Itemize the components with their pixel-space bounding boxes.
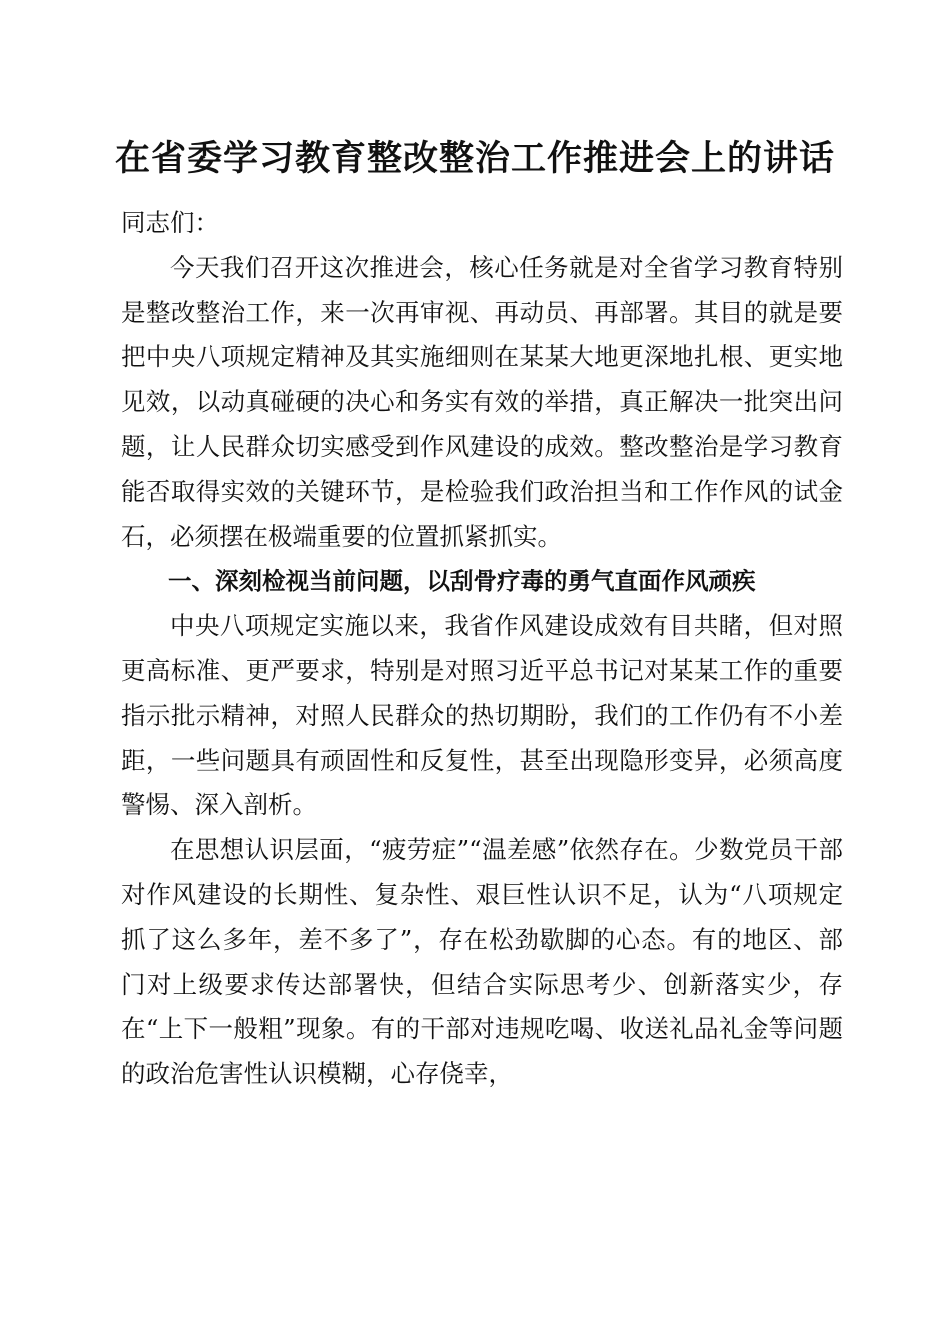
section-paragraph: 在思想认识层面，“疲劳症”“温差感”依然存在。少数党员干部对作风建设的长期性、复杂性、艰巨性认识不足，认为“八项规定抓了这么多年，差不多了”，存在松劲歇脚的心态。有的地区、部门对上级要求传达部署快，但结合实际思考少、创新落实少，存在“上下一般粗”现象。有的干部对违规吃喝、收送礼品礼金等问题的政治危害性认识模糊，心存侥幸， xyxy=(121,835,843,1089)
salutation: 同志们： xyxy=(121,208,219,237)
section-paragraph: 中央八项规定实施以来，我省作风建设成效有目共睹，但对照更高标准、更严要求，特别是对照习近平总书记对某某工作的重要指示批示精神，对照人民群众的热切期盼，我们的工作仍有不小差距，一些问题具有顽固性和反复性，甚至出现隐形变异，必须高度警惕、深入剖析。 xyxy=(121,611,843,820)
document-body xyxy=(121,201,843,1097)
document-title: 在省委学习教育整改整治工作推进会上的讲话 xyxy=(114,138,835,179)
section-heading: 一、深刻检视当前问题，以刮骨疗毒的勇气直面作风顽疾 xyxy=(168,567,756,596)
intro-paragraph: 今天我们召开这次推进会，核心任务就是对全省学习教育特别是整改整治工作，来一次再审视、再动员、再部署。其目的就是要把中央八项规定精神及其实施细则在某某大地更深地扎根、更实地见效，以动真碰硬的决心和务实有效的举措，真正解决一批突出问题，让人民群众切实感受到作风建设的成效。整改整治是学习教育能否取得实效的关键环节，是检验我们政治担当和工作作风的试金石，必须摆在极端重要的位置抓紧抓实。 xyxy=(121,252,843,551)
